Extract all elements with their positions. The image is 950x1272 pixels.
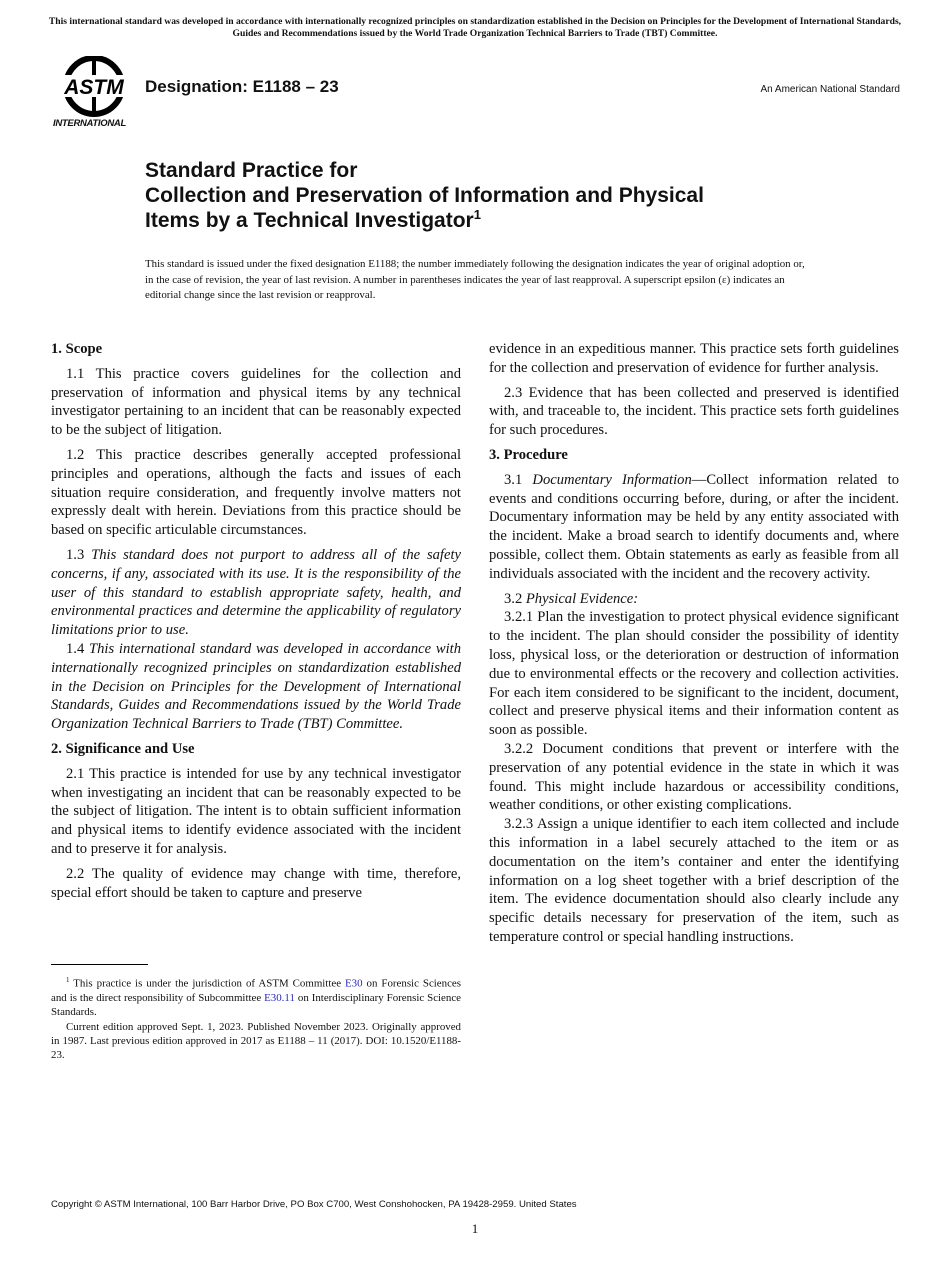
section-heading-scope: 1. Scope [51, 341, 103, 357]
paragraph-3-2-3: 3.2.3 Assign a unique identifier to each item collected and include this information in a label securely attached to the item or as documentation on the item’s container and enter the identifying information on a log sheet together with a brief description of the item. The evidence documentation should also clearly include any specific details necessary for preservation of the item, such as temperature control or special handling instructions. [489, 816, 899, 945]
section-heading-procedure: 3. Procedure [489, 446, 568, 463]
document-title [145, 158, 845, 233]
paragraph-3-2-1: 3.2.1 Plan the investigation to protect physical evidence significant to the incident. The plan should consider the possibility of identity loss, physical loss, or the deterioration or destruction of information due to environmental effects or the recovery and collection activities. For each item considered to be significant to the incident, document, collect and preserve physical items and their information content as soon as possible. [489, 609, 899, 739]
paragraph-1-1: 1.1 This practice covers guidelines for the collection and preservation of information and physical items by any technical investigator pertaining to an incident that can be reasonably expected to be the subject of litigation. [51, 365, 461, 439]
right-column [489, 340, 899, 947]
footnote-edition: Current edition approved Sept. 1, 2023. Published November 2023. Originally approved in 1987. Last previous edition approved in 2017 as E1188 – 11 (2017). DOI: 10.1520/E1188-23. [51, 1020, 461, 1062]
american-national-standard-label: An American National Standard [760, 84, 900, 95]
title-line-3: Items by a Technical Investigator$^1$ [145, 207, 481, 232]
international-standard-notice: This international standard was developed in accordance with internationally recognized principles on standardization established in the Decision on Principles for the Development of International Standards, Guides and Recommendations issued by the World Trade Organization Technical Barriers to Trade (TBT) Committee. [48, 16, 902, 39]
paragraph-2-2-continued: evidence in an expeditious manner. This practice sets forth guidelines for the collection and preservation of evidence for further analysis. [489, 341, 899, 376]
paragraph-1-3: 1.3 This standard does not purport to address all of the safety concerns, if any, associated with its use. It is the responsibility of the user of this standard to establish appropriate safety, health, and environmental practices and determine the applicability of regulatory limitations prior to use. [51, 546, 461, 639]
section-heading-significance: 2. Significance and Use [51, 740, 195, 757]
footnote-1: $^1$ This practice is under the jurisdiction of ASTM Committee E30 on Forensic Sciences and is the direct responsibility of Subcommittee E30.11 on Interdisciplinary Forensic Science Standards. [51, 976, 462, 1019]
paragraph-2-2: 2.2 The quality of evidence may change with time, therefore, special effort should be taken to capture and preserve [51, 865, 461, 901]
footnote-divider [51, 964, 148, 965]
subcommittee-e30-11-link[interactable]: E30.11 [264, 991, 295, 1004]
designation: Designation: E1188 – 23 [145, 77, 339, 96]
footnotes [51, 973, 461, 1062]
title-line-1: Standard Practice for [145, 159, 358, 182]
copyright-notice: Copyright © ASTM International, 100 Barr Harbor Drive, PO Box C700, West Conshohocken, PA 19428-2959. United States [51, 1199, 577, 1210]
astm-logo-word: INTERNATIONAL [53, 118, 126, 129]
issued-under-note: This standard is issued under the fixed designation E1188; the number immediately following the designation indicates the year of original adoption or, in the case of revision, the year of last revision. A number in parentheses indicates the year of last reapproval. A superscript epsilon (ε) indicates an editorial change since the last revision or reapproval. [145, 258, 805, 301]
page-number: 1 [471, 1221, 479, 1236]
paragraph-3-2-2: 3.2.2 Document conditions that prevent or interfere with the preservation of any potential evidence in the state in which it was found. This might include hazardous or accessibility conditions, weather conditions, or other existing complications. [489, 740, 899, 814]
astm-logo-text: ASTM [64, 76, 124, 99]
paragraph-1-4: 1.4 This international standard was developed in accordance with internationally recognized principles on standardization established in the Decision on Principles for the Development of International Standards, Guides and Recommendations issued by the World Trade Organization Technical Barriers to Trade (TBT) Committee. [51, 640, 462, 733]
paragraph-2-1: 2.1 This practice is intended for use by any technical investigator when investigating an incident that can be reasonably expected to be the subject of litigation. The intent is to obtain sufficient information and physical items to identify evidence associated with the incident and to preserve it for analysis. [51, 765, 461, 857]
title-footnote-mark: 1 [473, 207, 481, 222]
committee-e30-link[interactable]: E30 [345, 977, 363, 990]
left-column [51, 340, 461, 908]
paragraph-2-3: 2.3 Evidence that has been collected and preserved is identified with, and traceable to, the incident. This practice sets forth guidelines for such procedures. [489, 384, 899, 439]
paragraph-3-1: 3.1 Documentary Information—Collect information related to events and conditions occurring before, during, or after the incident. Documentary information may be held by any entity associated with the incident. Make a broad search to identify documents and, where possible, collect them. Obtain statements as early as feasible from all individuals associated with the incident and the recovery activity. [489, 471, 899, 582]
paragraph-1-2: 1.2 This practice describes generally accepted professional principles and operations, although the facts and issues of each situation require consideration, and frequently involve matters not expressly dealt with herein. Deviations from this practice should be based on specific articulable circumstances. [51, 446, 461, 539]
title-line-2: Collection and Preservation of Information and Physical [145, 184, 704, 207]
paragraph-3-2: 3.2 Physical Evidence: [504, 590, 639, 607]
